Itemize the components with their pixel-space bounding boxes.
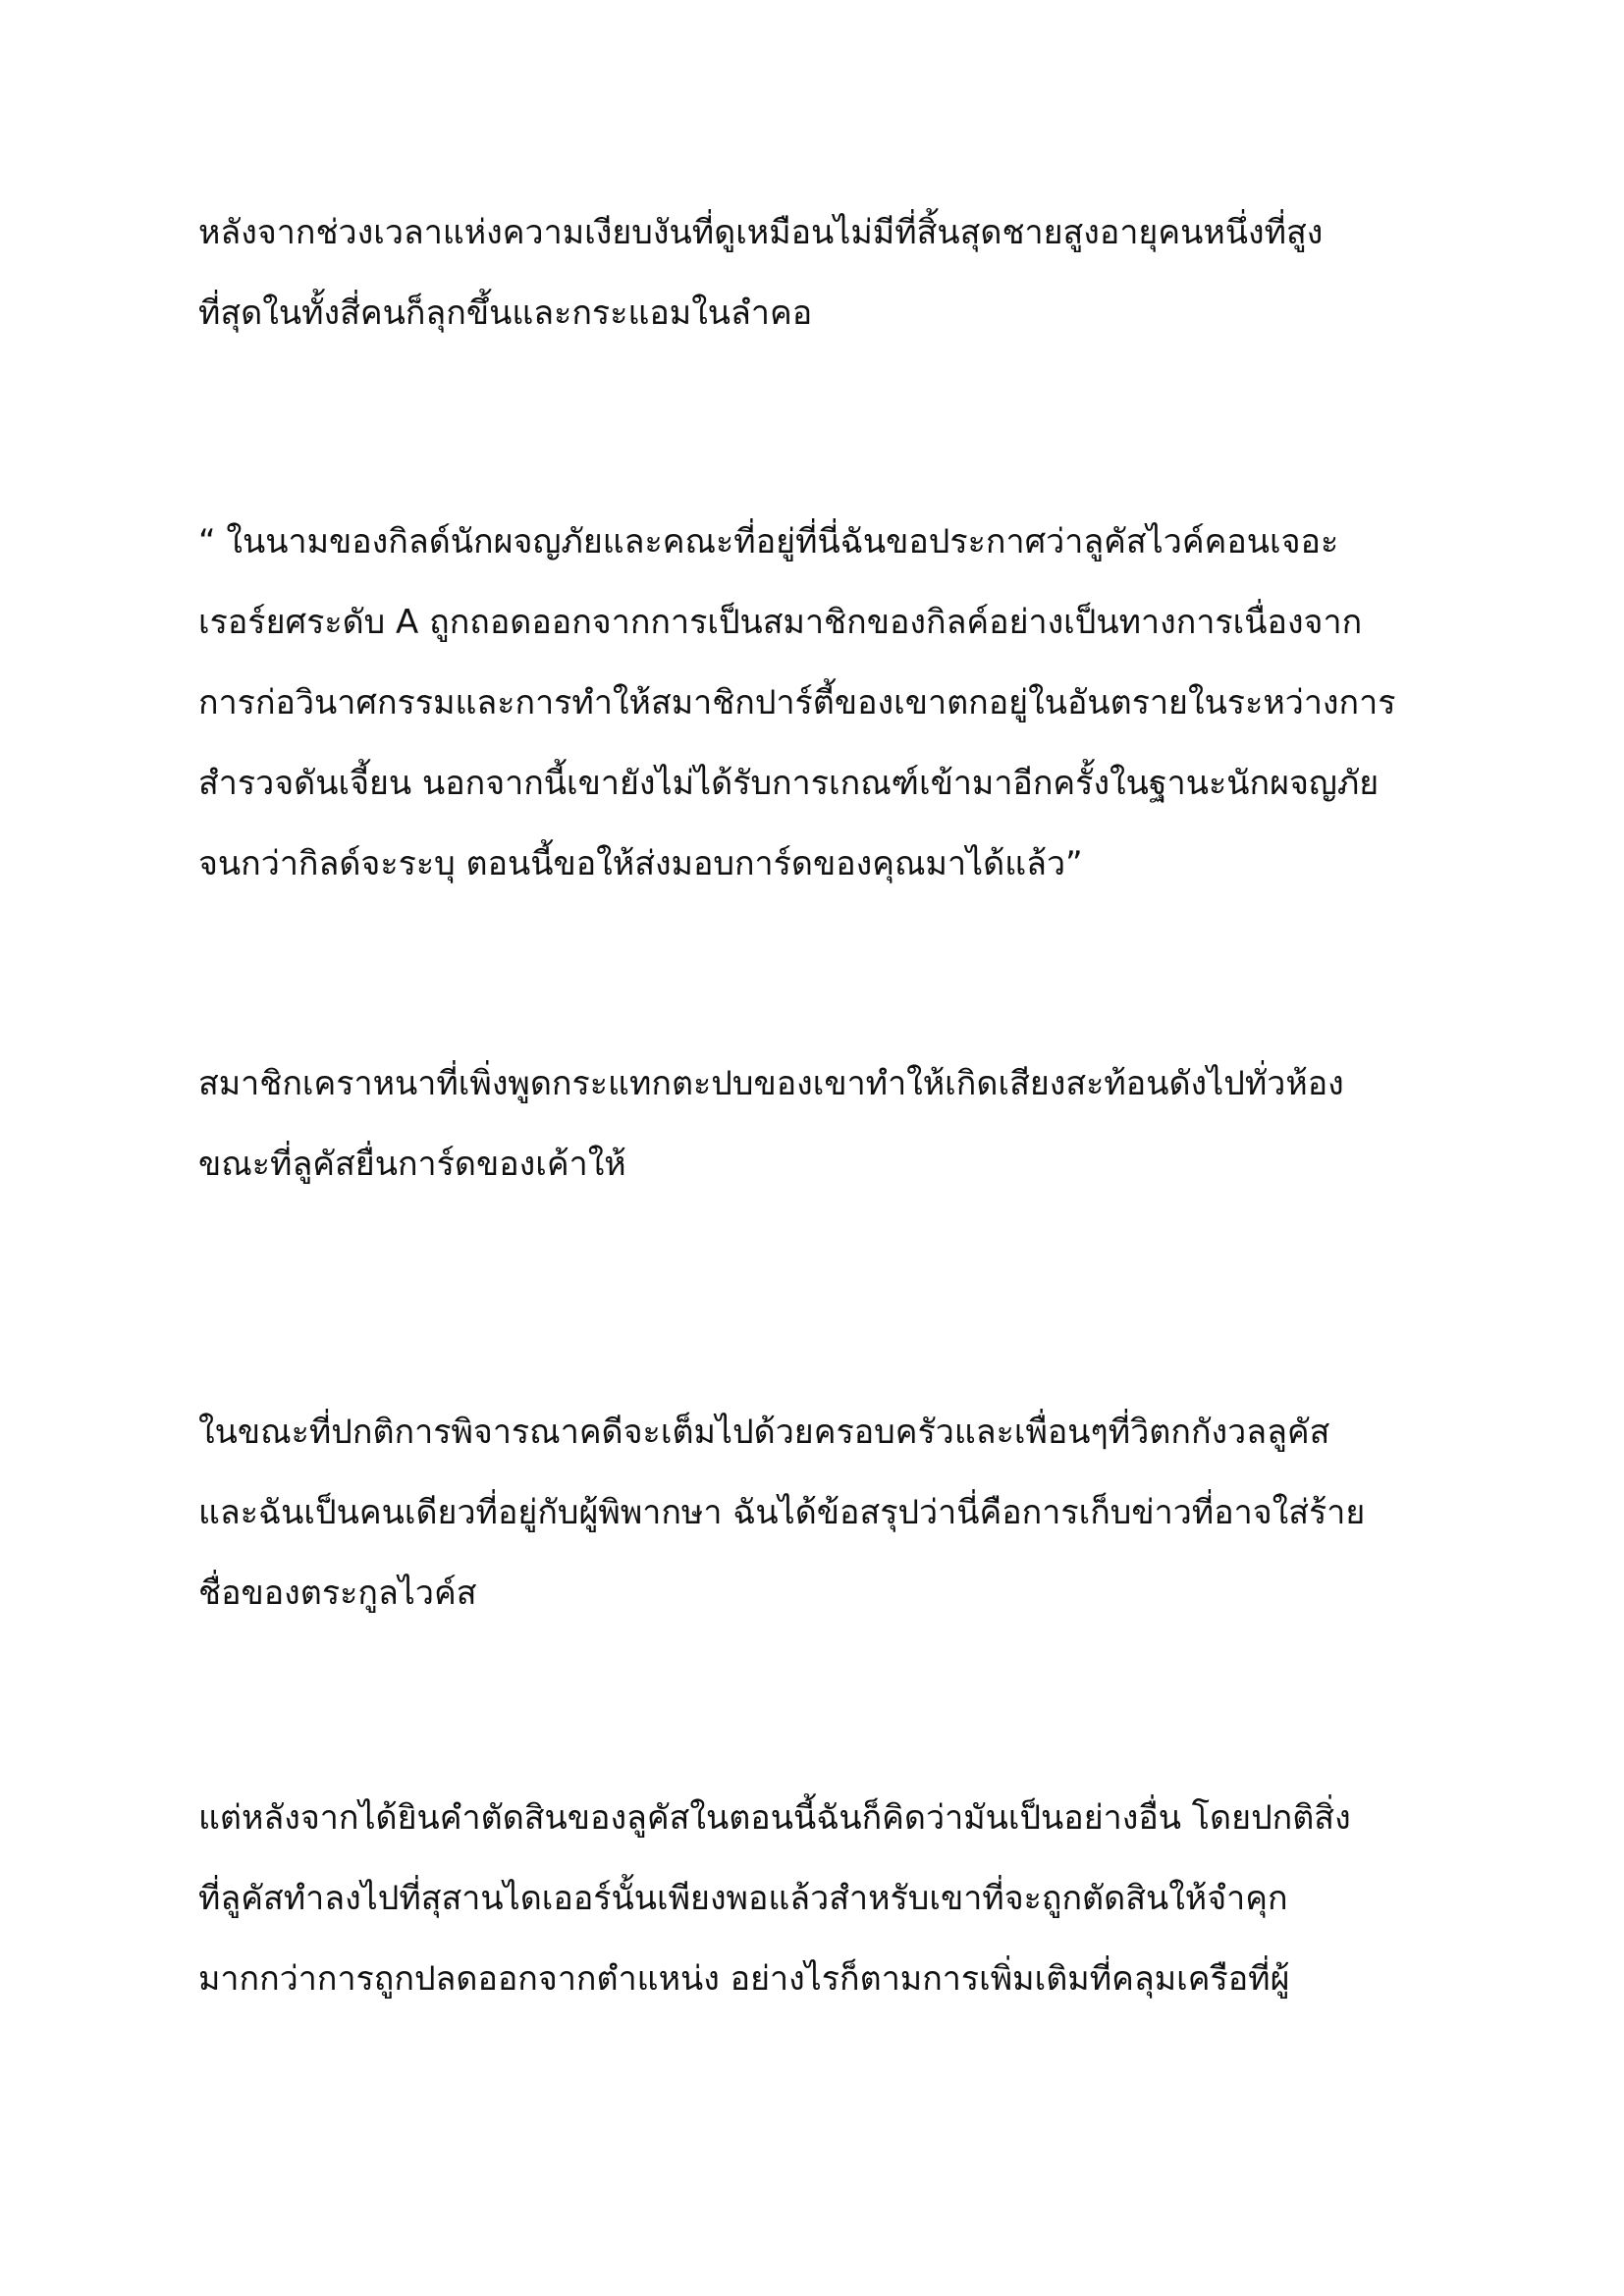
paragraph-4	[198, 1392, 1465, 1633]
text-line: ที่ลูคัสทำลงไปที่สุสานไดเออร์นั้นเพียงพอแล้วสำหรับเขาที่จะถูกตัดสินให้จำคุก	[198, 1879, 1288, 1918]
text-line: มากกว่าการถูกปลดออกจากตำแหน่ง อย่างไรก็ตามการเพิ่มเติมที่คลุมเครือที่ผู้	[198, 1959, 1290, 1999]
paragraph-5	[198, 1778, 1465, 2019]
text-line: หลังจากช่วงเวลาแห่งความเงียบงันที่ดูเหมือนไม่มีที่สิ้นสุดชายสูงอายุคนหนึ่งที่สูง	[198, 213, 1324, 252]
paragraph-2-quote	[198, 502, 1465, 904]
text-line: จนกว่ากิลด์จะระบุ ตอนนี้ขอให้ส่งมอบการ์ดของคุณมาได้แล้ว”	[198, 844, 1083, 883]
text-line: ขณะที่ลูคัสยื่นการ์ดของเค้าให้	[198, 1145, 626, 1184]
text-line: การก่อวินาศกรรมและการทำให้สมาชิกปาร์ตี้ของเขาตกอยู่ในอันตรายในระหว่างการ	[198, 683, 1396, 722]
text-line: แต่หลังจากได้ยินคำตัดสินของลูคัสในตอนนี้ฉันก็คิดว่ามันเป็นอย่างอื่น โดยปกติสิ่ง	[198, 1798, 1351, 1838]
paragraph-1	[198, 192, 1465, 353]
text-line: สำรวจดันเจี้ยน นอกจากนี้เขายังไม่ได้รับการเกณฑ์เข้ามาอีกครั้งในฐานะนักผจญภัย	[198, 764, 1380, 803]
paragraph-3	[198, 1043, 1465, 1204]
text-line: ในขณะที่ปกติการพิจารณาคดีจะเต็มไปด้วยครอบครัวและเพื่อนๆที่วิตกกังวลลูคัส	[198, 1413, 1330, 1452]
text-line: ที่สุดในทั้งสี่คนก็ลุกขึ้นและกระแอมในลำคอ	[198, 294, 813, 333]
text-line: ชื่อของตระกูลไวค์ส	[198, 1574, 477, 1613]
text-line: เรอร์ยศระดับ A ถูกถอดออกจากการเป็นสมาชิกของกิลค์อย่างเป็นทางการเนื่องจาก	[198, 603, 1363, 642]
text-line: และฉันเป็นคนเดียวที่อยู่กับผู้พิพากษา ฉันได้ข้อสรุปว่านี่คือการเก็บข่าวที่อาจใส่ร้าย	[198, 1493, 1366, 1532]
text-line: สมาชิกเคราหนาที่เพิ่งพูดกระแทกตะปบของเขาทำให้เกิดเสียงสะท้อนดังไปทั่วห้อง	[198, 1064, 1344, 1103]
text-line: “ ในนามของกิลด์นักผจญภัยและคณะที่อยู่ที่นี่ฉันขอประกาศว่าลูคัสไวค์คอนเจอะ	[198, 522, 1339, 561]
